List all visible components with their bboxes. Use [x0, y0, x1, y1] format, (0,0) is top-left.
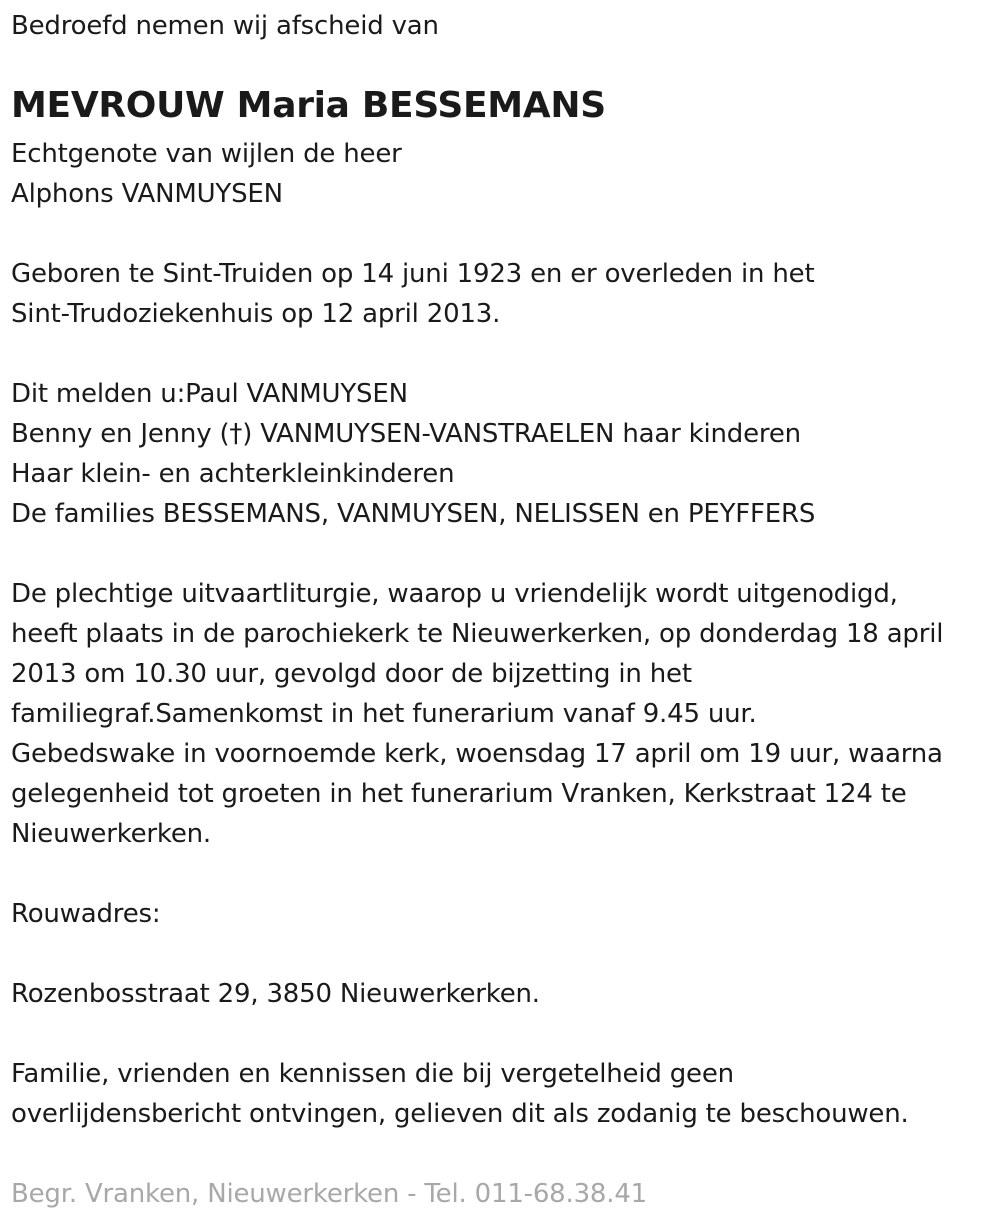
intro-text: Bedroefd nemen wij afscheid van: [11, 11, 439, 41]
rouwadres-label: Rouwadres:: [11, 899, 161, 929]
liturgy-line: heeft plaats in de parochiekerk te Nieuwerkerken, op donderdag 18 april: [11, 619, 944, 649]
liturgy-line: gelegenheid tot groeten in het funerarium Vranken, Kerkstraat 124 te: [11, 779, 907, 809]
liturgy-line: Gebedswake in voornoemde kerk, woensdag 17 april om 19 uur, waarna: [11, 739, 943, 769]
liturgy-line: familiegraf.Samenkomst in het funerarium vanaf 9.45 uur.: [11, 699, 757, 729]
liturgy-line: De plechtige uitvaartliturgie, waarop u vriendelijk wordt uitgenodigd,: [11, 579, 898, 609]
notice-line: overlijdensbericht ontvingen, gelieven dit als zodanig te beschouwen.: [11, 1099, 909, 1129]
notice-line: Familie, vrienden en kennissen die bij vergetelheid geen: [11, 1059, 734, 1089]
birth-death-block: [11, 254, 814, 334]
birth-death-line: Geboren te Sint-Truiden op 14 juni 1923 en er overleden in het: [11, 259, 815, 289]
liturgy-block: [11, 574, 943, 854]
spouse-line: Echtgenote van wijlen de heer: [11, 139, 402, 169]
rouwadres-address: Rozenbosstraat 29, 3850 Nieuwerkerken.: [11, 979, 540, 1009]
family-line: Haar klein- en achterkleinkinderen: [11, 459, 455, 489]
funeral-home-footer: Begr. Vranken, Nieuwerkerken - Tel. 011-68.38.41: [11, 1179, 648, 1209]
family-line: De families BESSEMANS, VANMUYSEN, NELISSEN en PEYFFERS: [11, 499, 816, 529]
family-line: Benny en Jenny (†) VANMUYSEN-VANSTRAELEN haar kinderen: [11, 419, 801, 449]
liturgy-line: 2013 om 10.30 uur, gevolgd door de bijzetting in het: [11, 659, 692, 689]
spouse-block: [11, 134, 402, 214]
deceased-name: MEVROUW Maria BESSEMANS: [11, 85, 606, 126]
family-line: Dit melden u:Paul VANMUYSEN: [11, 379, 408, 409]
spouse-line: Alphons VANMUYSEN: [11, 179, 283, 209]
notice-block: [11, 1054, 909, 1134]
liturgy-line: Nieuwerkerken.: [11, 819, 211, 849]
family-block: [11, 374, 815, 534]
birth-death-line: Sint-Trudoziekenhuis op 12 april 2013.: [11, 299, 501, 329]
